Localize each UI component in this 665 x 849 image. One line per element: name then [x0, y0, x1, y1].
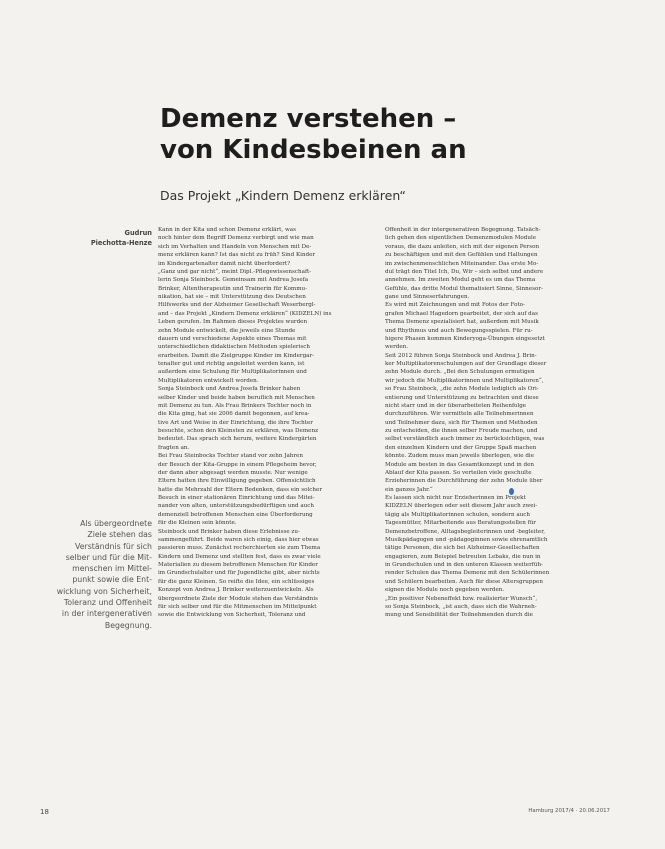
body-text-line: selbst verständlich auch immer zu berücksichtigen, was: [385, 436, 545, 443]
body-text-line: „Ganz und gar nicht“, meint Dipl.-Pflegewissenschaft-: [158, 268, 312, 275]
body-text-line: Leben gerufen. Im Rahmen dieses Projektes wurden: [158, 319, 308, 326]
body-text-line: grafen Michael Hagedorn gearbeitet, der sich auf das: [385, 310, 538, 317]
body-text-line: nander von alten, unterstützungsbedürftigen und auch: [158, 503, 315, 510]
body-text-line: werden.: [385, 344, 409, 351]
article-subtitle: Das Projekt „Kindern Demenz erklären“: [160, 188, 406, 203]
article-title: [160, 104, 520, 166]
body-text-line: Offenheit in der intergenerativen Begegnung. Tatsäch-: [385, 227, 541, 233]
body-text-line: mung und Sensibilität der Teilnehmenden durch die: [385, 612, 533, 619]
body-text-line: nicht starr und in der überarbeiteten Reihenfolge: [385, 402, 527, 409]
pull-quote: [18, 518, 152, 631]
body-text-line: Musikpädagogen und -pädagoginnen sowie ehrenamtlich: [385, 536, 548, 543]
body-text-line: Sonja Steinbock und Andrea Josefa Brinker haben: [158, 386, 301, 393]
body-text-line: noch hinter dem Begriff Demenz verbirgt und wie man: [158, 235, 314, 242]
pull-quote-line: Ziele stehen das: [87, 530, 152, 540]
body-text-line: erarbeiten. Damit die Zielgruppe Kinder im Kindergar-: [158, 352, 315, 359]
pull-quote-line: wicklung von Sicherheit,: [56, 586, 152, 596]
body-text-line: den einzelnen Kindern und der Gruppe Spaß machen: [385, 444, 537, 451]
body-text-line: Thema Demenz spezialisiert hat, außerdem mit Musik: [385, 319, 539, 326]
body-text-line: tägig als Multiplikatorinnen schulen, sondern auch: [385, 511, 531, 518]
body-text-line: gane und Sinneserfahrungen.: [385, 294, 470, 300]
body-text-line: der Besuch der Kita-Gruppe in einem Pflegeheim bevor,: [158, 461, 317, 468]
body-text-line: übergeordnete Ziele der Module stehen das Verständnis: [158, 595, 318, 602]
body-text-line: passieren muss. Zunächst recherchierten sie zum Thema: [158, 545, 321, 552]
body-text-line: wir jedoch die Multiplikatorinnen und Multiplikatoren“,: [385, 377, 544, 384]
body-text-line: außerdem eine Schulung für Multiplikatorinnen und: [158, 369, 307, 376]
body-text-line: könnte. Zudem muss man jeweils überlegen, wie die: [385, 453, 535, 460]
body-text-line: so Frau Steinbock, „die zehn Module lediglich als Ori-: [385, 386, 539, 393]
body-text-line: im Kindergartenalter damit nicht überfordert?: [158, 260, 291, 267]
body-text-line: der dann aber abgesagt werden musste. Nur wenige: [158, 469, 308, 476]
body-text-line: voraus, die dazu anleiten, sich mit der eigenen Person: [385, 243, 540, 250]
body-text-line: besuchte, schon den Kleinsten zu erklären, was Demenz: [158, 428, 319, 434]
body-text-line: Es lassen sich nicht nur Erzieherinnen im Projekt: [385, 495, 526, 501]
body-text-line: ein ganzes Jahr.“: [385, 486, 433, 493]
body-text-line: menz erklären kann? Ist das nicht zu früh? Sind Kinder: [158, 252, 316, 259]
body-text-line: Seit 2012 führen Sonja Steinbock und Andrea J. Brin-: [385, 352, 537, 359]
body-text-line: Kindern und Demenz und stellten fest, dass es zwar viele: [158, 553, 321, 560]
body-text-line: „Ein positiver Nebeneffekt bzw. realisierter Wunsch“,: [385, 595, 538, 602]
pull-quote-line: Als übergeordnete: [80, 519, 152, 528]
page-number: 18: [40, 808, 49, 816]
pull-quote-line: in der intergenerativen: [61, 609, 152, 619]
body-text-line: entierung und Unterstützung zu betrachten und diese: [385, 394, 539, 401]
body-text-line: tätige Personen, die sich bei Alzheimer-Gesellschaften: [385, 545, 540, 552]
body-text-line: hatte die Mehrzahl der Eltern Bedenken, dass ein solcher: [158, 486, 323, 493]
body-text-line: zu entscheiden, die ihnen selber Freude machen, und: [385, 428, 538, 434]
article-title-line: von Kindesbeinen an: [160, 135, 467, 165]
author-byline: [18, 228, 152, 248]
body-text-line: engagieren, zum Beispiel betreuten Lebaks, die nun in: [385, 553, 541, 560]
body-text-line: KIDZELN überlegen oder seit diesem Jahr auch zwei-: [385, 503, 538, 510]
body-text-line: Ablauf der Kita passen. So verteilen viele geschulte: [385, 469, 532, 476]
body-text-line: ker Multiplikatorenschulungen auf der Grundlage dieser: [385, 361, 547, 367]
body-text-line: Module am besten in das Gesamtkonzept und in den: [385, 461, 534, 468]
body-text-line: mit Demenz zu tun. Als Frau Brinkers Tochter noch in: [158, 402, 312, 409]
body-text-line: Gefühle, das dritte Modul thematisiert Sinne, Sinnesor-: [385, 285, 543, 292]
body-text-line: sammengeführt. Beide waren sich einig, dass hier etwas: [158, 536, 319, 543]
body-text-line: und Rhythmus und auch Bewegungsspielen. Für ru-: [385, 327, 533, 334]
body-text-line: für die ganz Kleinen. So reifte die Idee, ein schlüssiges: [158, 578, 315, 585]
body-text-line: lich gehen den eigentlichen Demenzmodulen Module: [385, 235, 537, 242]
pull-quote-line: punkt sowie die Ent-: [72, 575, 152, 585]
body-column-right: [385, 226, 596, 620]
pull-quote-line: Toleranz und Offenheit: [63, 598, 152, 608]
body-text-line: zu beschäftigen und mit den Gefühlen und Haltungen: [385, 252, 538, 259]
ink-mark: [509, 488, 514, 495]
body-column-left: [158, 226, 369, 620]
body-text-line: and – das Projekt „Kindern Demenz erklären“ (KIDZELN) ins: [158, 310, 332, 317]
body-text-line: für die Kleinen sein könnte.: [158, 520, 237, 527]
body-text-line: und Teilnehmer dazu, sich für Themen und Methoden: [385, 419, 538, 426]
body-text-line: higere Phasen kommen Kinderyoga-Übungen eingesetzt: [385, 335, 545, 342]
body-text-line: sich im Verhalten und Handeln von Menschen mit De-: [158, 243, 312, 250]
author-last-name: Piechotta-Henze: [90, 239, 152, 247]
body-text-line: Brinker, Altentherapeutin und Trainerin für Kommu-: [158, 285, 308, 292]
body-text-line: die Kita ging, hat sie 2006 damit begonnen, auf krea-: [158, 411, 310, 418]
body-text-line: Kann in der Kita und schon Demenz erklärt, was: [158, 227, 296, 233]
pull-quote-line: selber und für die Mit-: [65, 552, 152, 562]
body-text-line: nikation, hat sie – mit Unterstützung des Deutschen: [158, 294, 306, 300]
body-text-line: dul trägt den Titel Ich, Du, Wir – sich selbst und andere: [385, 268, 544, 275]
body-text-line: Tagesmütter, Mitarbeitende aus Beratungsstellen für: [385, 520, 536, 527]
pull-quote-line: menschen im Mittel-: [72, 564, 152, 574]
body-text-line: Bei Frau Steinbocks Tochter stand vor zehn Jahren: [158, 453, 303, 460]
body-text-line: Steinbock und Brinker haben diese Erlebnisse zu-: [158, 528, 300, 535]
body-text-line: dauern und verschiedene Aspekte eines Themas mit: [158, 335, 307, 342]
body-text-line: tive Art und Weise in der Einrichtung, die ihre Tochter: [158, 419, 313, 426]
body-text-line: zehn Module entwickelt, die jeweils eine Stunde: [158, 327, 296, 334]
body-text-line: in Grundschulen und in den unteren Klassen weiterfüh-: [385, 562, 543, 568]
body-text-line: Eltern hatten ihre Einwilligung gegeben. Offensichtlich: [158, 478, 316, 485]
body-text-line: für sich selber und für die Mitmenschen im Mittelpunkt: [158, 603, 317, 610]
body-text-line: Multiplikatoren entwickelt worden.: [158, 377, 259, 384]
body-text-line: render Schulen das Thema Demenz mit den Schülerinnen: [385, 570, 550, 577]
body-text-line: im zwischenmenschlichen Miteinander. Das erste Mo-: [385, 260, 539, 267]
author-first-name: Gudrun: [124, 229, 152, 237]
body-text-line: demenziell betroffenen Menschen eine Überforderung: [158, 511, 313, 518]
body-text-line: Konzept von Andrea J. Brinker weiterzuentwickeln. Als: [158, 587, 314, 594]
body-text-line: sowie die Entwicklung von Sicherheit, Toleranz und: [158, 612, 306, 619]
body-text-line: Erzieherinnen die Durchführung der zehn Module über: [385, 478, 543, 485]
body-text-line: unterschiedlichen didaktischen Methoden spielerisch: [158, 344, 310, 351]
body-text-line: durchzuführen. Wir vermitteln alle Teilnehmerinnen: [385, 411, 534, 418]
body-text-line: und Schülern bearbeiten. Auch für diese Altersgruppen: [385, 578, 543, 585]
body-text-line: eignen die Module noch gegeben werden.: [385, 587, 505, 594]
body-text-line: tenalter gut und richtig angeleitet werden kann, ist: [158, 361, 305, 367]
body-text-line: selber Kinder und beide haben beruflich mit Menschen: [158, 394, 315, 401]
article-title-line: Demenz verstehen –: [160, 104, 457, 134]
body-text-line: im Grundschulalter und für Jugendliche gibt, aber nichts: [158, 570, 320, 577]
body-text-line: lerin Sonja Steinbock. Gemeinsam mit Andrea Josefa: [158, 277, 309, 284]
body-text-line: so Sonja Steinbock, „ist auch, dass sich die Wahrneh-: [385, 603, 537, 610]
pull-quote-line: Verständnis für sich: [75, 541, 152, 551]
body-text-line: bedeutet. Das sprach sich herum, weitere Kindergärten: [158, 436, 317, 443]
body-text-line: zehn Module durch. „Bei den Schulungen ermutigen: [385, 369, 535, 376]
body-text-line: Materialien zu diesem betroffenen Menschen für Kinder: [158, 562, 318, 568]
body-text-line: fragten an.: [158, 444, 190, 451]
body-text-line: Besuch in einer stationären Einrichtung und das Mitei-: [158, 495, 315, 501]
page-footer: Hamburg 2017/4 · 20.06.2017: [528, 808, 610, 814]
body-text-line: Hilfswerks und der Alzheimer Gesellschaft Weserbergl-: [158, 302, 316, 309]
pull-quote-line: Begegnung.: [104, 620, 152, 630]
body-text-line: Demenzbetroffene, Alltagsbegleiterinnen und -begleiter,: [385, 528, 546, 535]
body-text-line: Es wird mit Zeichnungen und mit Fotos der Foto-: [385, 302, 525, 309]
body-text-line: annehmen. Im zweiten Modul geht es um das Thema: [385, 277, 536, 284]
